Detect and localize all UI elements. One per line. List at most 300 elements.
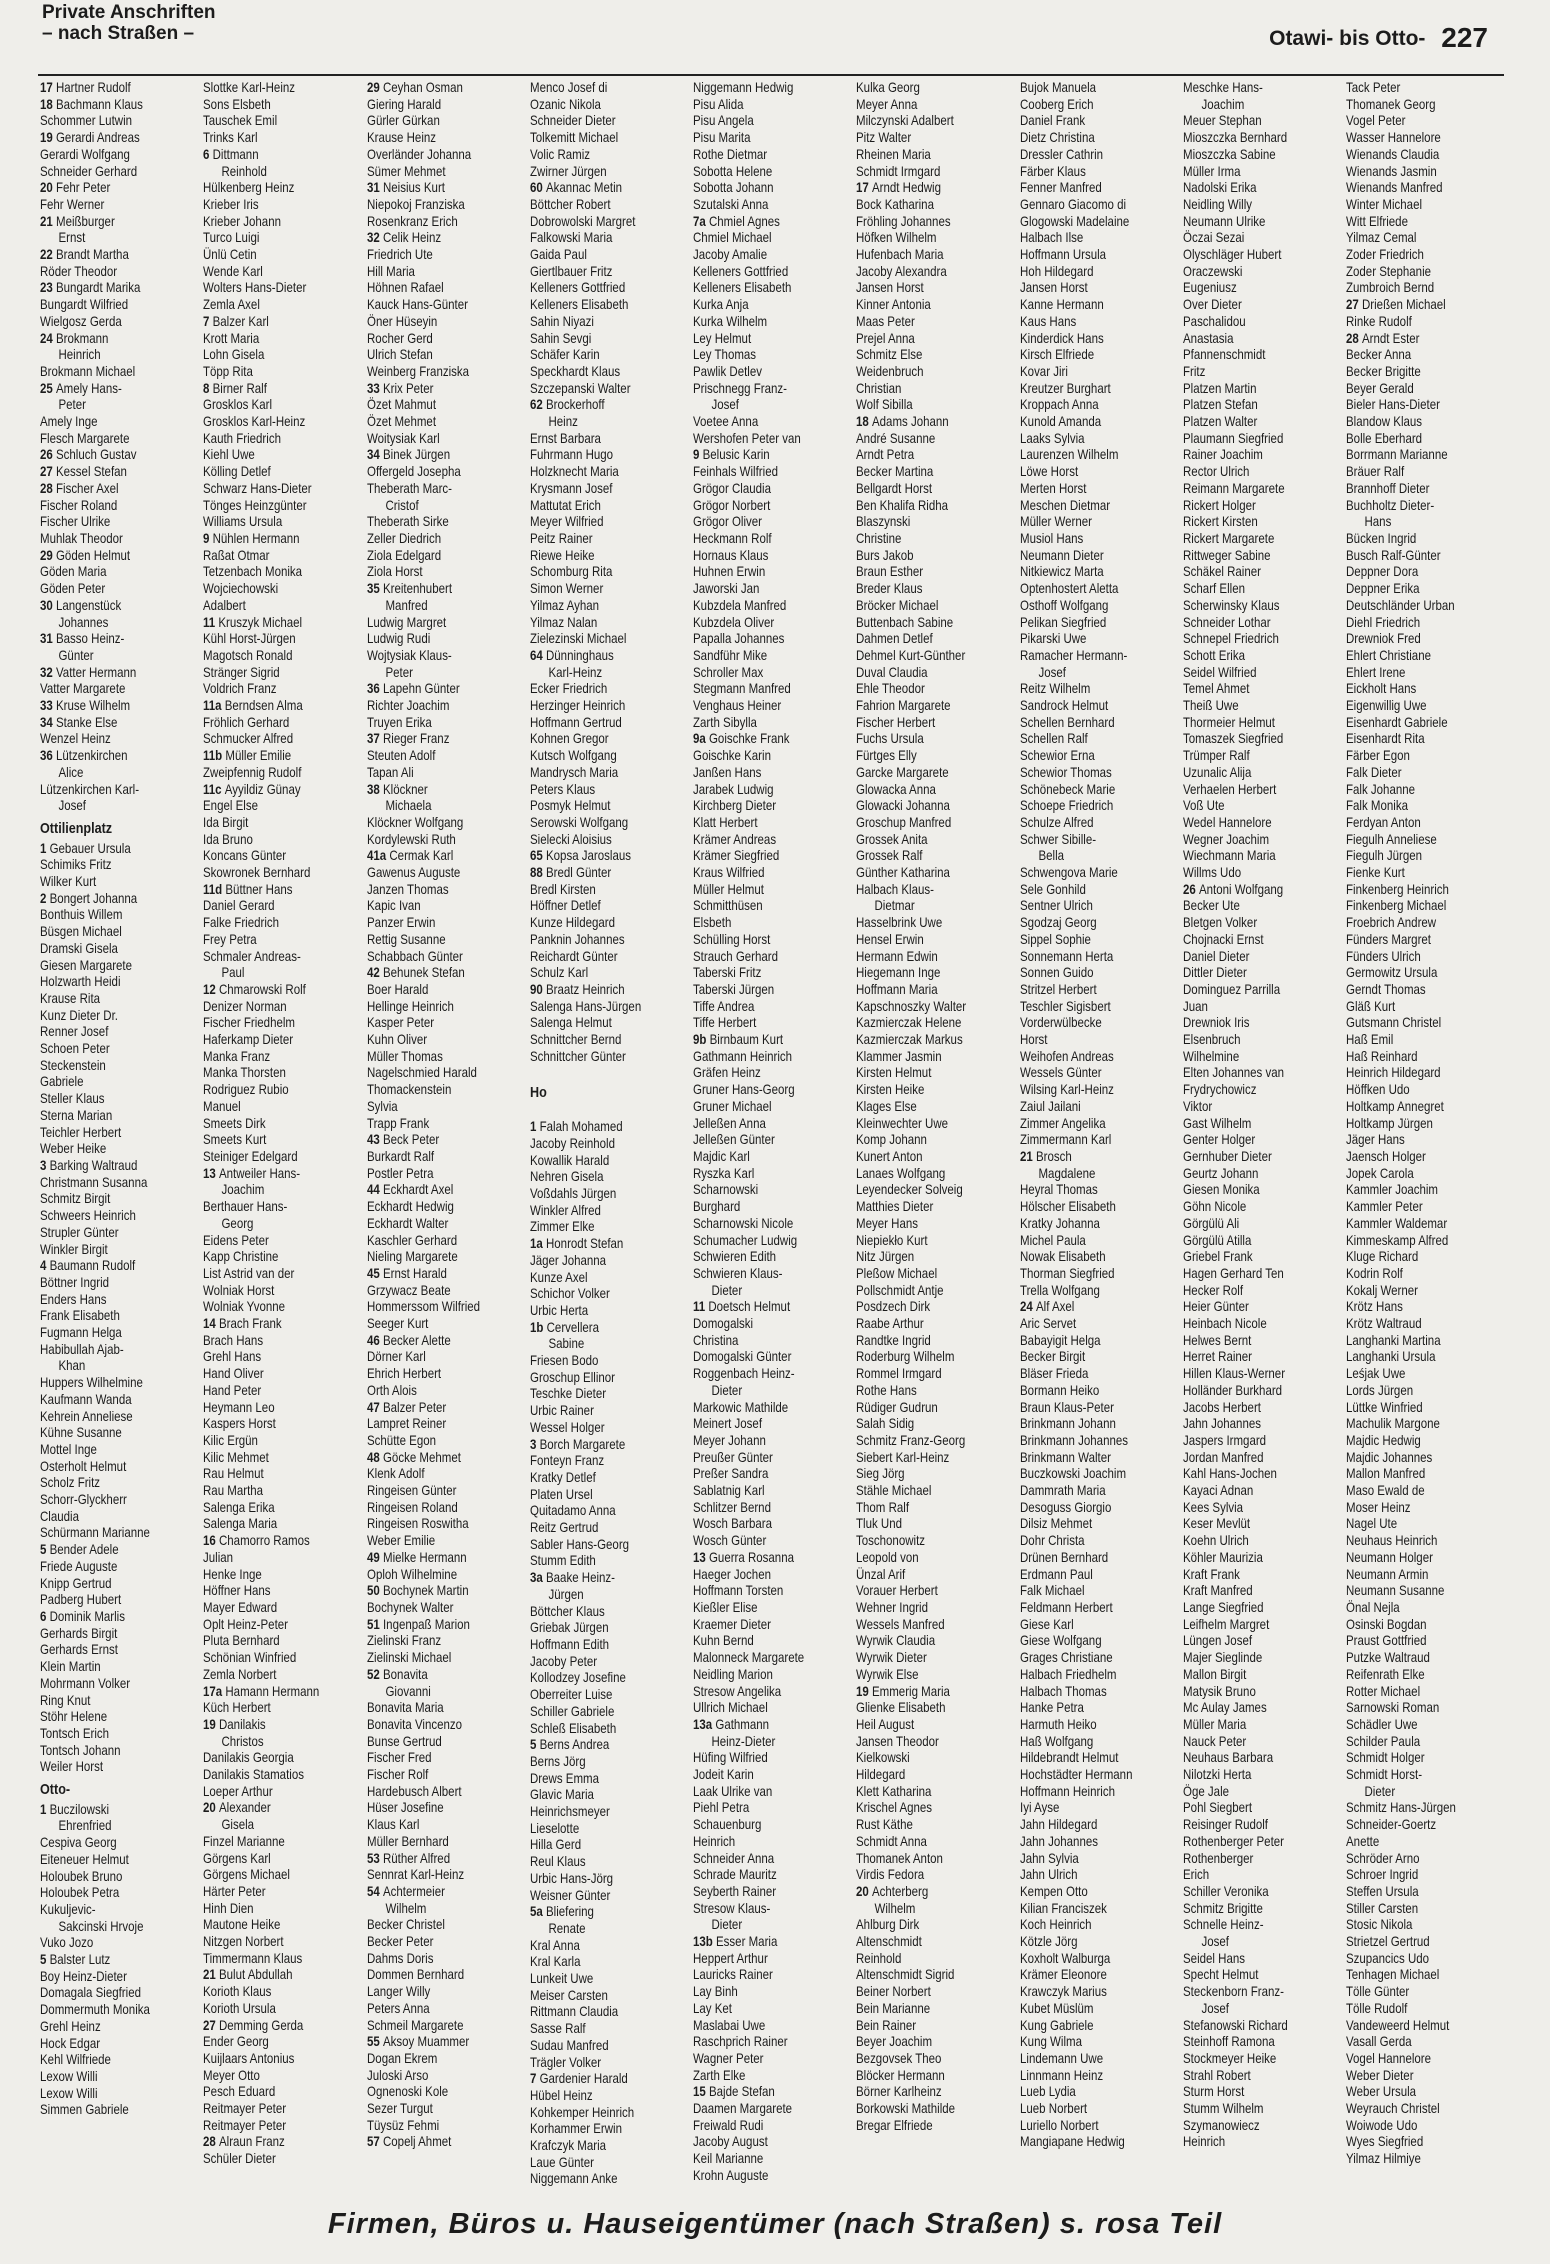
entry: Zemla Axel [203,297,261,313]
entry: Schwieren Klaus- [693,1265,783,1281]
entry: Richter Joachim [366,698,450,714]
entry: Fuchs Ursula [856,731,925,747]
entry: Göden Peter [40,581,106,597]
entry: Bletgen Volker [1183,915,1258,931]
entry: Kubzdela Manfred [693,597,787,613]
entry: Kahl Hans-Jochen [1183,1466,1278,1482]
entry: Riewe Heike [529,547,595,563]
resident-name: Achterberg [872,1883,929,1899]
entry: Thom Ralf [856,1499,910,1515]
entry: Falk Dieter [1346,764,1402,780]
entry: Hock Edgar [40,2035,101,2051]
entry: Bein Rainer [856,2017,917,2033]
entry: Elten Johannes van [1183,1065,1285,1081]
entry: Schmitz Franz-Georg [856,1432,966,1448]
entry: Josef [1201,2000,1230,2016]
entry: Fiegulh Anneliese [1346,831,1438,847]
entry [367,1450,504,1467]
entry: Rittmann Claudia [529,2004,619,2020]
entry: Kovar Jiri [1019,363,1068,379]
resident-name: Alexander [219,1800,272,1816]
entry: Schnittcher Günter [529,1048,626,1064]
entry: Meyer Hans [856,1215,919,1231]
entry: Ringeisen Günter [366,1483,457,1499]
entry: Sonnen Guido [1019,965,1094,981]
entry: Dressler Cathrin [1019,146,1103,162]
listing-column [1346,80,1509,2190]
entry: Peters Anna [366,2000,430,2016]
entry: Sümer Mehmet [366,163,446,179]
entry [203,531,340,548]
resident-name: Behunek Stefan [382,965,465,981]
entry [40,715,177,732]
house-number: 34 [366,447,383,463]
entry: Kauth Friedrich [203,430,282,446]
entry [530,1236,667,1253]
entry: Sakcinski Hrvoje [58,1918,144,1934]
entry: Schmidt Horst- [1346,1767,1423,1783]
entry [367,1617,504,1634]
resident-name: Basso Heinz- [55,631,125,647]
entry: Höhnen Rafael [366,280,444,296]
entry [367,381,504,398]
entry: Stiller Carsten [1346,1900,1419,1916]
resident-name: Vatter Hermann [55,664,137,680]
entry: Laurenzen Wilhelm [1019,447,1119,463]
entry: Kohkemper Heinrich [529,2104,635,2120]
entry: Yilmaz Hilmiye [1346,2151,1422,2167]
entry: Fischer Roland [40,497,118,513]
house-number: 33 [40,698,56,714]
entry: Wedel Hannelore [1183,814,1272,830]
entry: Pohl Siegbert [1183,1800,1253,1816]
entry: Sobotta Johann [693,180,774,196]
entry: Juloski Arso [366,2067,428,2083]
house-number: 54 [366,1883,383,1899]
entry: Schmitz Brigitte [1183,1900,1263,1916]
entry: Chmiel Michael [693,230,772,246]
entry [203,1316,340,1333]
entry: Langhanki Martina [1346,1332,1441,1348]
entry: Kirsten Helmut [856,1065,932,1081]
house-number: 21 [1019,1149,1036,1164]
listing-column [40,80,203,2190]
entry: Ehrich Herbert [366,1366,441,1382]
entry: Merten Horst [1019,480,1087,496]
entry: Schütte Egon [366,1432,436,1448]
entry [530,1320,667,1337]
entry: Wienands Manfred [1346,180,1443,196]
entry: Woiwode Udo [1346,2117,1418,2133]
entry: Schroller Max [693,664,764,680]
resident-name: Brockerhoff [545,397,605,413]
entry: Kühl Horst-Jürgen [203,631,296,647]
entry: Zarth Elke [693,2067,746,2083]
entry [367,1400,504,1417]
entry: Görgülü Atilla [1183,1232,1252,1248]
entry: Eickholt Hans [1346,681,1417,697]
resident-name: Krix Peter [382,380,434,396]
house-number: 90 [529,981,546,997]
entry: Schumacher Ludwig [693,1232,798,1248]
entry: Stöhr Helene [40,1709,108,1725]
entry: Gräfen Heinz [693,1065,761,1081]
house-number: 3 [529,1436,540,1452]
entry: Reul Klaus [529,1854,586,1870]
entry: Glienke Elisabeth [856,1700,946,1716]
entry: Burs Jakob [856,547,915,563]
resident-name: Becker Alette [382,1332,451,1348]
entry: Hellinge Heinrich [366,998,454,1014]
entry: Klatt Herbert [693,814,758,830]
entry: Kempen Otto [1019,1883,1088,1899]
entry: Kunz Dieter Dr. [40,1007,118,1023]
entry: Rothenberger [1183,1850,1254,1866]
listing-column [203,80,366,2190]
entry: Lieselotte [529,1820,580,1836]
entry: Tluk Und [856,1516,903,1532]
entry: Kurka Anja [693,297,749,313]
entry: Taberski Jürgen [693,981,775,997]
entry: Christmann Susanna [40,1174,148,1190]
house-number: 44 [366,1182,383,1198]
entry: Jacobs Herbert [1183,1399,1262,1415]
resident-name: Müller Emilie [225,748,292,764]
entry: Luriello Norbert [1019,2117,1099,2133]
house-number: 33 [366,380,383,396]
listing-column [1020,80,1183,2190]
entry: Neumann Susanne [1346,1583,1445,1599]
entry: Sieg Jörg [856,1466,906,1482]
entry: Weidenbruch [856,363,925,379]
entry: Sandrock Helmut [1019,698,1108,714]
entry: Wienands Jasmin [1346,163,1438,179]
entry [367,1132,504,1149]
entry: Rector Ulrich [1183,464,1250,480]
entry: Kießler Elise [693,1599,758,1615]
entry: Genter Holger [1183,1132,1256,1148]
entry: Hoffmann Heinrich [1019,1783,1115,1799]
entry: Neumann Armin [1346,1566,1429,1582]
entry: Platzen Walter [1183,414,1258,430]
entry: Schönebeck Marie [1019,781,1116,797]
entry [40,548,177,565]
entry: Altenschmidt [856,1934,923,1950]
entry: Tolkemitt Michael [529,130,619,146]
house-number: 5 [40,1542,50,1558]
entry: Weihofen Andreas [1019,1048,1114,1064]
house-number: 34 [40,714,56,730]
entry: Wenzel Heinz [40,731,111,747]
entry: Laue Günter [529,2154,594,2170]
entry: Schoen Peter [40,1041,110,1057]
resident-name: Göden Helmut [55,547,131,563]
entry: Hornaus Klaus [693,547,769,563]
entry: Krohn Auguste [693,2167,769,2183]
entry: Ludwig Rudi [366,631,430,647]
entry: Seeger Kurt [366,1316,428,1332]
entry: Bochynek Walter [366,1599,454,1615]
entry: Langer Willy [366,1984,430,2000]
entry: Teschke Dieter [529,1386,606,1402]
entry: Müller Bernhard [366,1833,449,1849]
entry: Renner Josef [40,1024,109,1040]
entry: Kammler Joachim [1346,1182,1439,1198]
entry: Reimann Margarete [1183,480,1285,496]
entry: Theiß Uwe [1183,698,1239,714]
entry: Overländer Johanna [366,146,471,162]
entry: Yilmaz Ayhan [529,597,599,613]
entry: Mioszczka Bernhard [1183,130,1288,146]
entry: Urbic Hans-Jörg [529,1870,613,1886]
resident-name: Berns Andrea [539,1737,610,1753]
entry: Teichler Herbert [40,1124,122,1140]
entry: Halbach Friedhelm [1019,1666,1117,1682]
entry: Önal Nejla [1346,1599,1401,1615]
entry: Tiffe Andrea [693,998,755,1014]
entry: Trinks Karl [203,130,258,146]
entry: Woitysiak Karl [366,430,440,446]
entry: Mioszczka Sabine [1183,146,1276,162]
entry: Lords Jürgen [1346,1382,1414,1398]
entry [367,1333,504,1350]
entry: Kleinwechter Uwe [856,1115,949,1131]
entry: Scharf Ellen [1183,581,1246,597]
entry: Finzel Marianne [203,1833,286,1849]
house-number: 5 [40,1952,50,1968]
entry: Enders Hans [40,1291,107,1307]
entry: Tauschek Emil [203,113,278,129]
entry: Ley Helmut [693,330,752,346]
entry: Venghaus Heiner [693,698,782,714]
entry: Wershofen Peter van [693,430,801,446]
house-number: 19 [203,1716,220,1732]
entry: Blöcker Hermann [856,2067,946,2083]
entry: Rüdiger Gudrun [856,1399,939,1415]
resident-name: Lapehn Günter [382,681,460,697]
entry: Szymanowiecz [1183,2117,1260,2133]
entry: Truyen Erika [366,714,432,730]
resident-name: Rieger Franz [382,731,450,747]
entry: Glavic Maria [529,1787,594,1803]
entry: Lueb Lydia [1019,2084,1076,2100]
entry: Loeper Arthur [203,1783,273,1799]
house-number: 31 [366,180,383,196]
house-number: 5 [529,1737,540,1753]
entry: Gutsmann Christel [1346,1015,1442,1031]
entry: Buczkowski Joachim [1019,1466,1126,1482]
entry: Deppner Erika [1346,581,1420,597]
entry [530,1570,667,1587]
entry: Schäfer Karin [529,347,600,363]
house-number: 19 [40,130,56,146]
entry: Hoffmann Maria [856,981,939,997]
entry: Öner Hüseyin [366,313,437,329]
entry: Kubet Müslüm [1019,2000,1094,2016]
entry: Kehl Wilfriede [40,2052,111,2068]
house-number: 5a [529,1904,546,1920]
resident-name: Chmarowski Rolf [219,981,307,997]
entry: Falk Johanne [1346,781,1416,797]
entry: Zemla Norbert [203,1666,277,1682]
entry: Kuhn Bernd [693,1633,754,1649]
entry: Lauricks Rainer [693,1967,774,1983]
entry: Salenga Helmut [529,1015,612,1031]
entry: Scharnowski [693,1182,759,1198]
entry [367,2034,504,2051]
entry [856,1684,993,1701]
entry: Weber Emilie [366,1533,435,1549]
entry: Skowronek Bernhard [203,865,311,881]
house-number: 15 [693,2084,710,2100]
resident-name: Kessel Stefan [55,464,127,480]
entry [693,447,830,464]
entry: Zeller Diedrich [366,530,441,546]
entry: Pfannenschmidt [1183,347,1266,363]
entry: Gruner Michael [693,1098,772,1114]
entry: Adalbert [203,597,247,613]
entry: Kapschnoszky Walter [856,998,967,1014]
resident-name: Brosch [1035,1149,1072,1164]
entry: Krämer Eleonore [1019,1967,1107,1983]
entry: Rosenkranz Erich [366,213,458,229]
listing-column [1183,80,1346,2190]
entry: Jahn Johannes [1183,1416,1262,1432]
entry: Olyschläger Hubert [1183,247,1282,263]
house-number: 20 [856,1883,873,1899]
house-number: 32 [366,230,383,246]
entry: Kukuljevic- [40,1901,96,1917]
entry: Kunze Axel [529,1269,588,1285]
entry: Wilsing Karl-Heinz [1019,1082,1114,1098]
entry: Holoubek Petra [40,1885,120,1901]
resident-name: Bongert Johanna [49,890,138,906]
entry: Daniel Dieter [1183,948,1250,964]
entry: Gawenus Auguste [366,865,460,881]
entry: Eisenhardt Rita [1346,731,1425,747]
entry: Pluta Bernhard [203,1633,280,1649]
entry: Reifenrath Elke [1346,1666,1425,1682]
entry: Giese Wolfgang [1019,1633,1102,1649]
entry: Osinski Bogdan [1346,1616,1427,1632]
entry: Winkler Alfred [529,1202,601,1218]
entry: Wyes Siegfried [1346,2134,1424,2150]
entry: Simon Werner [529,581,604,597]
entry: Amely Inge [40,414,98,430]
entry: Kunert Anton [856,1149,923,1164]
entry: Sezer Turgut [366,2101,433,2117]
entry: Müller Helmut [693,881,765,897]
entry: Rittweger Sabine [1183,547,1271,563]
resident-name: Demming Gerda [219,2017,304,2033]
entry: Bröcker Michael [856,597,939,613]
entry [367,2134,504,2151]
entry: Orth Alois [366,1382,417,1398]
entry: Schauenburg [693,1817,762,1833]
entry: Jacoby Alexandra [856,263,948,279]
resident-name: Baake Heinz- [545,1570,615,1586]
resident-name: Drießen Michael [1362,297,1447,313]
entry: Kinner Antonia [856,297,932,313]
entry: Leifhelm Margret [1183,1616,1270,1632]
entry: Denizer Norman [203,998,288,1014]
house-number: 50 [366,1583,383,1599]
entry: Ley Thomas [693,347,757,363]
entry: Leyendecker Solveig [856,1182,964,1198]
entry: Niggemann Hedwig [693,80,794,95]
header-rule [38,74,1504,76]
entry: Dohr Christa [1019,1533,1085,1549]
entry: Ernst [58,230,86,246]
entry [367,1550,504,1567]
entry: Arndt Petra [856,447,915,463]
entry: Korioth Ursula [203,2000,277,2016]
entry [367,731,504,748]
entry: Steller Klaus [40,1091,105,1107]
entry: Lay Binh [693,1984,738,2000]
entry: Niepokoj Franziska [366,196,465,212]
resident-name: Fehr Peter [55,180,111,196]
entry: Feldmann Herbert [1019,1599,1113,1615]
entry: Prischnegg Franz- [693,380,788,396]
resident-name: Schluch Gustav [55,447,137,463]
resident-name: Berndsen Alma [225,698,304,714]
entry: Friesen Bodo [529,1353,599,1369]
entry: Kirsch Elfriede [1019,347,1094,363]
entry [40,698,177,715]
entry: Kunze Hildegard [529,915,615,931]
entry: Haß Emil [1346,1032,1394,1048]
entry: Trella Wolfgang [1019,1282,1100,1298]
entry: Wyrwik Dieter [856,1650,928,1666]
entry: Krämer Siegfried [693,848,780,864]
entry [40,1158,177,1175]
entry: Habibullah Ajab- [40,1341,124,1357]
house-number: 27 [1346,297,1363,313]
entry: Falkowski Maria [529,230,613,246]
entry: Nagelschmied Harald [366,1065,477,1081]
entry: Wegner Joachim [1183,831,1270,847]
entry: Johannes [58,614,109,630]
resident-name: Gebauer Ursula [49,840,131,856]
entry: Kayaci Adnan [1183,1483,1254,1499]
entry: Vorauer Herbert [856,1583,939,1599]
entry [693,1032,830,1049]
entry: Röder Theodor [40,263,118,279]
entry: Becker Brigitte [1346,363,1422,379]
entry: Oraczewski [1183,263,1243,279]
entry: Manka Thorsten [203,1065,287,1081]
resident-name: Hartner Rudolf [55,80,131,95]
entry: Kelleners Elisabeth [693,280,792,296]
entry: Komp Johann [856,1132,928,1148]
entry: Julian [203,1549,234,1565]
entry: Krämer Andreas [693,831,777,847]
resident-name: Fischer Axel [55,480,119,496]
entry: Daniel Frank [1019,113,1085,129]
entry: Kanne Hermann [1019,297,1104,313]
entry: Schiller Gabriele [529,1703,615,1719]
resident-name: Bachmann Klaus [55,96,143,112]
entry: Mottel Inge [40,1441,97,1457]
entry: Friede Auguste [40,1558,118,1574]
entry: Müller Thomas [366,1048,443,1064]
entry: Kowallik Harald [529,1152,610,1168]
entry: Schimiks Fritz [40,857,112,873]
entry: Schewior Erna [1019,748,1095,764]
entry: Kelleners Gottfried [693,263,789,279]
entry: Ring Knut [40,1692,91,1708]
